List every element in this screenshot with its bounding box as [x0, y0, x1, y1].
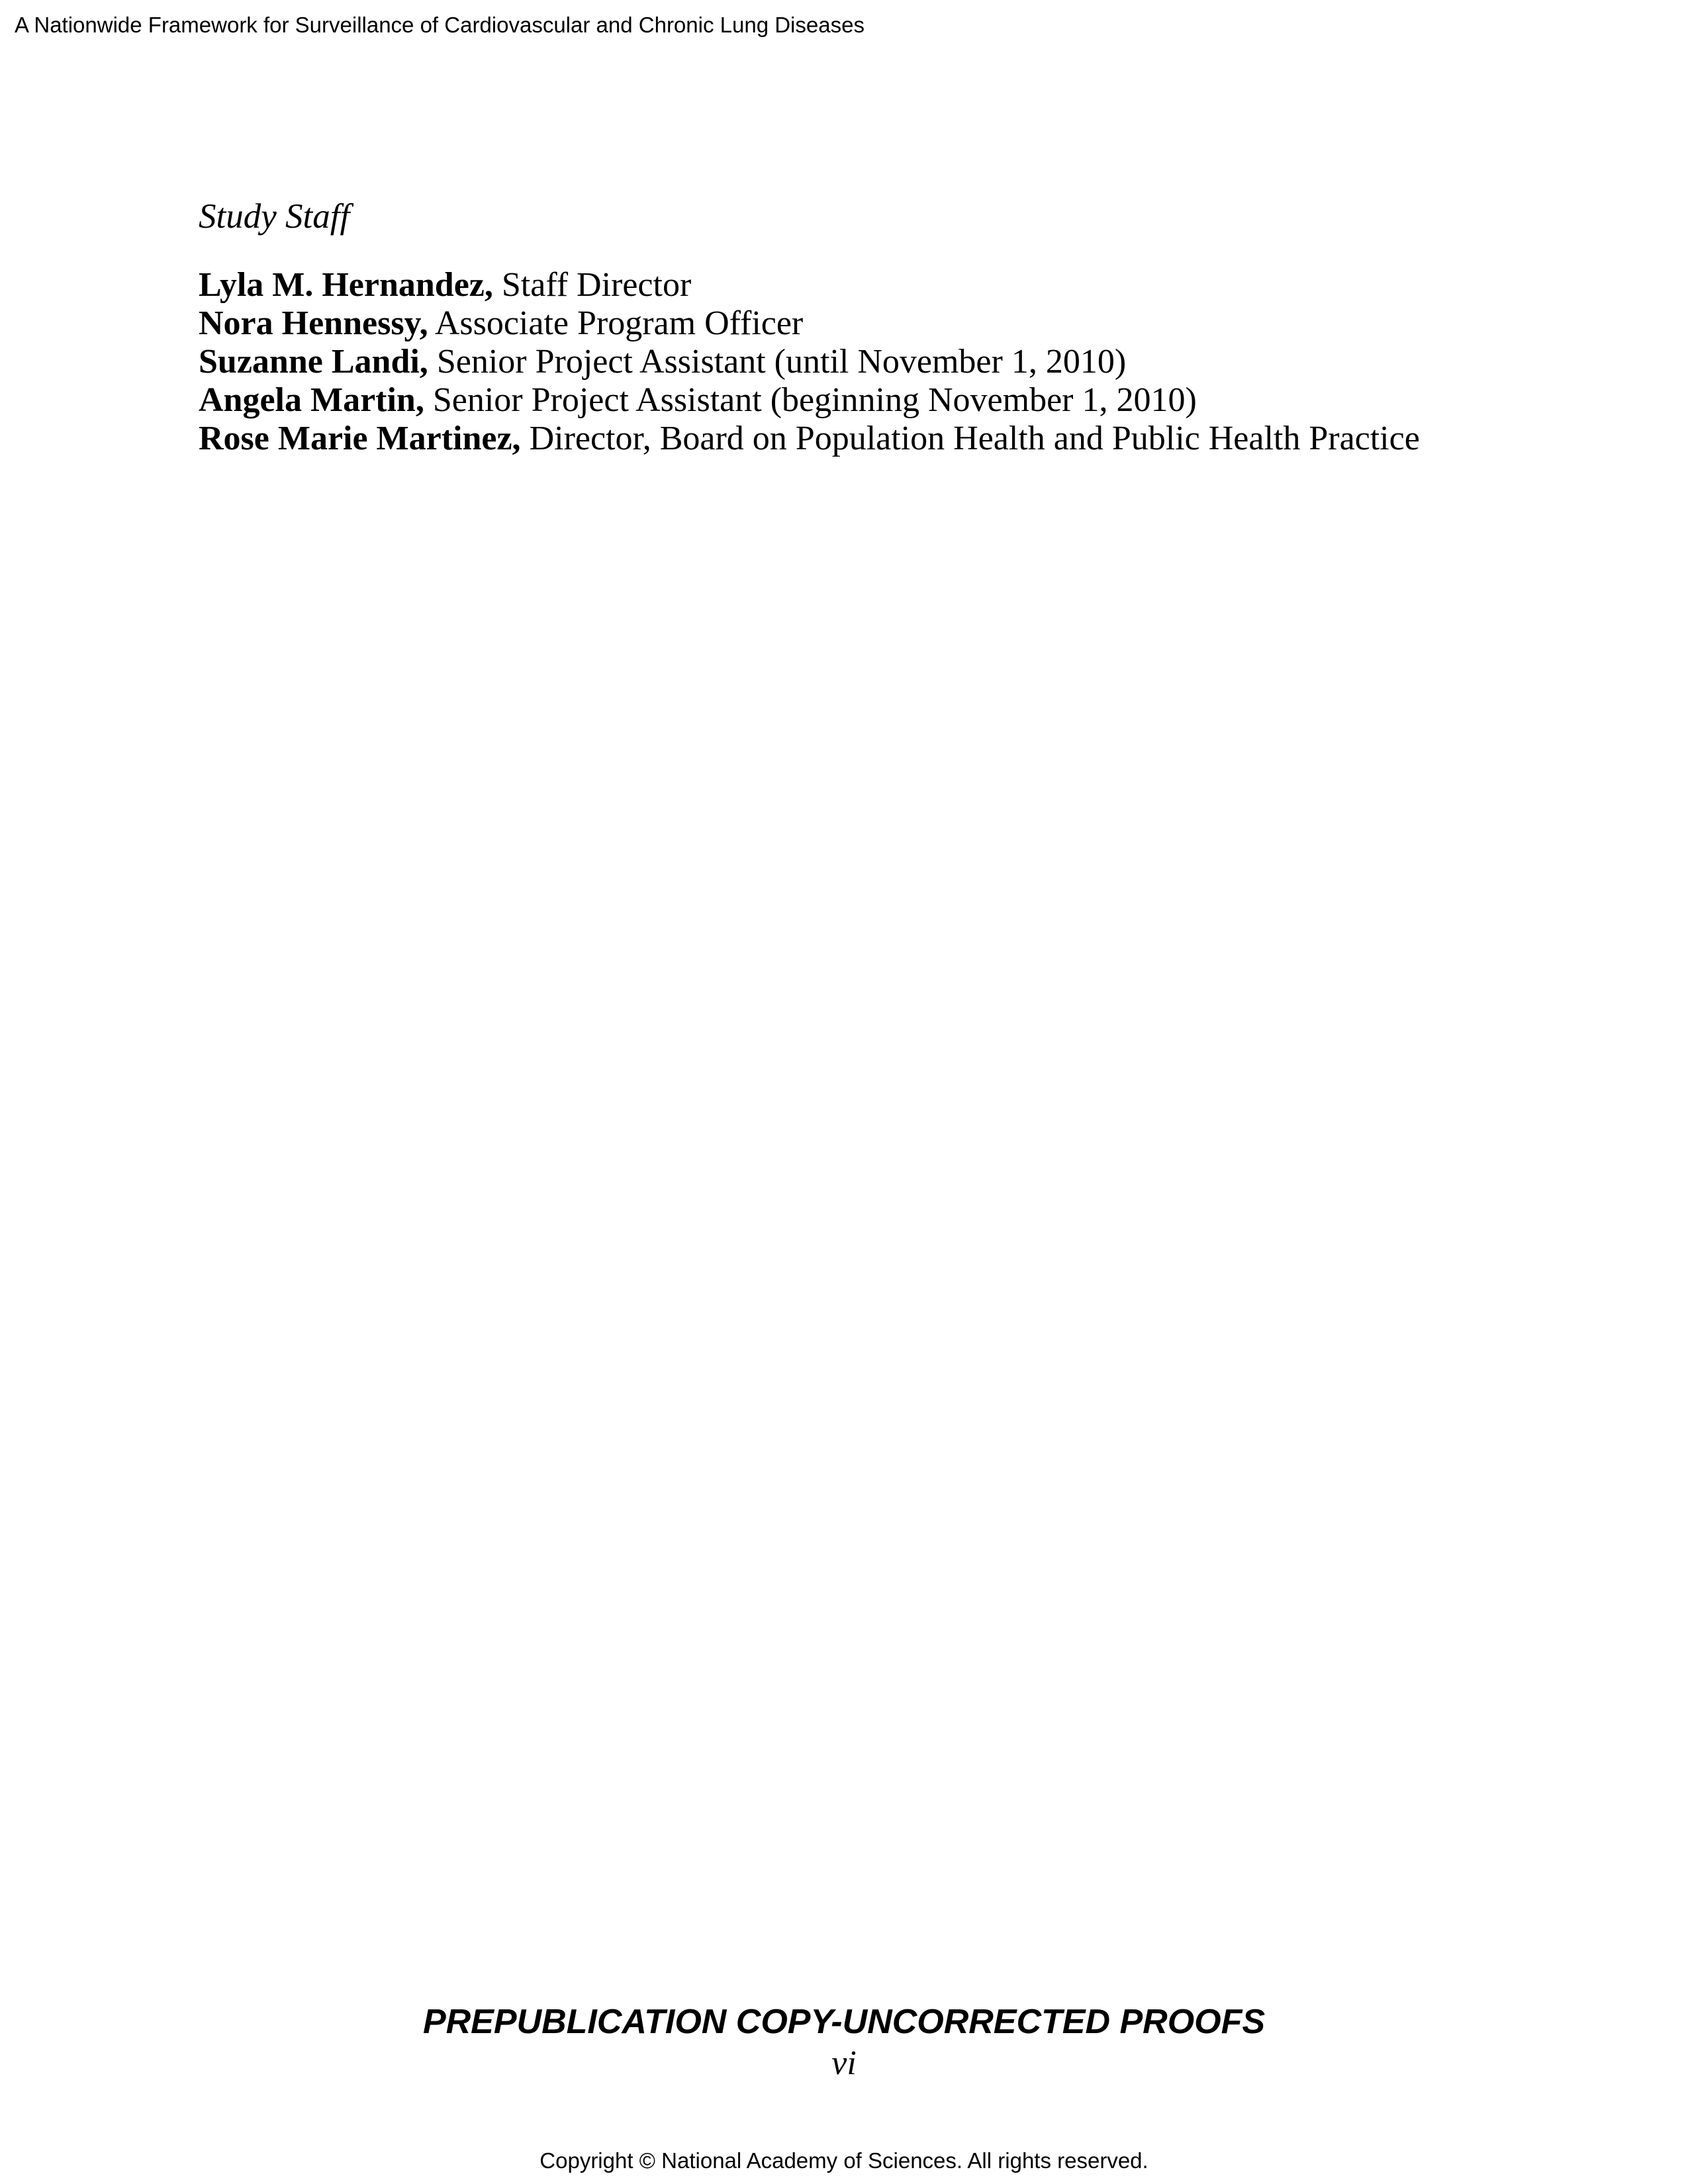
staff-role: Director, Board on Population Health and Public Health Practice — [529, 420, 1420, 457]
staff-name: Lyla M. Hernandez, — [199, 266, 493, 304]
staff-role: Senior Project Assistant (beginning November 1, 2010) — [432, 381, 1197, 419]
copyright-notice: Copyright © National Academy of Sciences. All rights reserved. — [539, 2148, 1149, 2173]
staff-entry — [199, 343, 1420, 381]
staff-name: Rose Marie Martinez, — [199, 420, 521, 457]
staff-entry — [199, 420, 1420, 458]
study-staff-section — [199, 193, 1420, 458]
staff-name: Angela Martin, — [199, 381, 424, 419]
staff-entry — [199, 266, 1420, 304]
prepublication-stamp: PREPUBLICATION COPY-UNCORRECTED PROOFS — [422, 2003, 1266, 2041]
staff-name: Nora Hennessy, — [199, 304, 428, 342]
staff-entry — [199, 304, 1420, 343]
section-title: Study Staff — [199, 197, 350, 236]
staff-role: Associate Program Officer — [434, 304, 804, 342]
staff-entry — [199, 381, 1420, 420]
staff-list — [199, 266, 1420, 458]
page-number: vi — [831, 2044, 857, 2082]
staff-role: Staff Director — [501, 266, 692, 304]
running-header: A Nationwide Framework for Surveillance of Cardiovascular and Chronic Lung Diseases — [15, 13, 865, 37]
staff-name: Suzanne Landi, — [199, 343, 428, 381]
staff-role: Senior Project Assistant (until November 1, 2010) — [436, 343, 1127, 381]
